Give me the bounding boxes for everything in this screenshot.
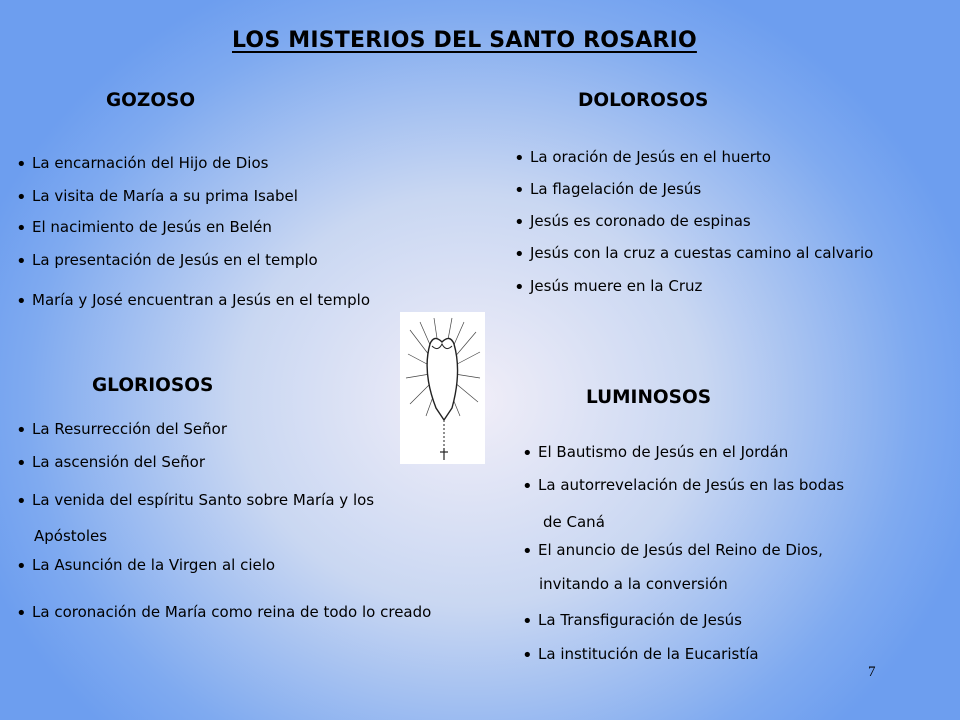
list-item-continuation: Apóstoles — [34, 527, 108, 545]
list-item-continuation: de Caná — [543, 513, 605, 531]
heading-gozoso: GOZOSO — [106, 90, 196, 111]
bullet-icon: • — [522, 476, 533, 497]
list-item: • María y José encuentran a Jesús en el templo — [16, 291, 370, 312]
list-item: • Jesús es coronado de espinas — [514, 212, 751, 233]
bullet-icon: • — [514, 180, 525, 201]
list-item: • Jesús muere en la Cruz — [514, 277, 703, 298]
list-item: • La coronación de María como reina de todo lo creado — [16, 603, 432, 624]
list-item: • La presentación de Jesús en el templo — [16, 251, 318, 272]
list-item: • Jesús con la cruz a cuestas camino al calvario — [514, 244, 874, 265]
heading-gloriosos: GLORIOSOS — [92, 375, 214, 396]
list-item-continuation: invitando a la conversión — [539, 575, 728, 593]
list-item: • La ascensión del Señor — [16, 453, 206, 474]
bullet-icon: • — [522, 611, 533, 632]
list-item: • El Bautismo de Jesús en el Jordán — [522, 443, 789, 464]
bullet-icon: • — [16, 218, 27, 239]
list-item: • El nacimiento de Jesús en Belén — [16, 218, 272, 239]
list-item: • La Resurrección del Señor — [16, 420, 227, 441]
bullet-icon: • — [16, 556, 27, 577]
list-item: • La Transfiguración de Jesús — [522, 611, 742, 632]
bullet-icon: • — [16, 453, 27, 474]
list-item: • La institución de la Eucaristía — [522, 645, 759, 666]
rosary-icon — [400, 312, 485, 464]
heading-luminosos: LUMINOSOS — [586, 387, 712, 408]
bullet-icon: • — [16, 251, 27, 272]
bullet-icon: • — [522, 645, 533, 666]
list-item: • La autorrevelación de Jesús en las bodas — [522, 476, 845, 497]
bullet-icon: • — [514, 244, 525, 265]
bullet-icon: • — [16, 420, 27, 441]
list-item: • La oración de Jesús en el huerto — [514, 148, 771, 169]
bullet-icon: • — [16, 187, 27, 208]
bullet-icon: • — [16, 491, 27, 512]
bullet-icon: • — [514, 277, 525, 298]
page-title: LOS MISTERIOS DEL SANTO ROSARIO — [232, 28, 697, 53]
bullet-icon: • — [514, 212, 525, 233]
bullet-icon: • — [16, 291, 27, 312]
bullet-icon: • — [16, 154, 27, 175]
list-item: • La venida del espíritu Santo sobre María y los — [16, 491, 375, 512]
rosary-image — [400, 312, 485, 464]
list-item: • La visita de María a su prima Isabel — [16, 187, 298, 208]
list-item: • El anuncio de Jesús del Reino de Dios, — [522, 541, 823, 562]
list-item: • La Asunción de la Virgen al cielo — [16, 556, 276, 577]
heading-dolorosos: DOLOROSOS — [578, 90, 709, 111]
list-item: • La flagelación de Jesús — [514, 180, 702, 201]
bullet-icon: • — [16, 603, 27, 624]
bullet-icon: • — [522, 443, 533, 464]
page-number: 7 — [868, 664, 876, 680]
list-item: • La encarnación del Hijo de Dios — [16, 154, 269, 175]
bullet-icon: • — [514, 148, 525, 169]
bullet-icon: • — [522, 541, 533, 562]
